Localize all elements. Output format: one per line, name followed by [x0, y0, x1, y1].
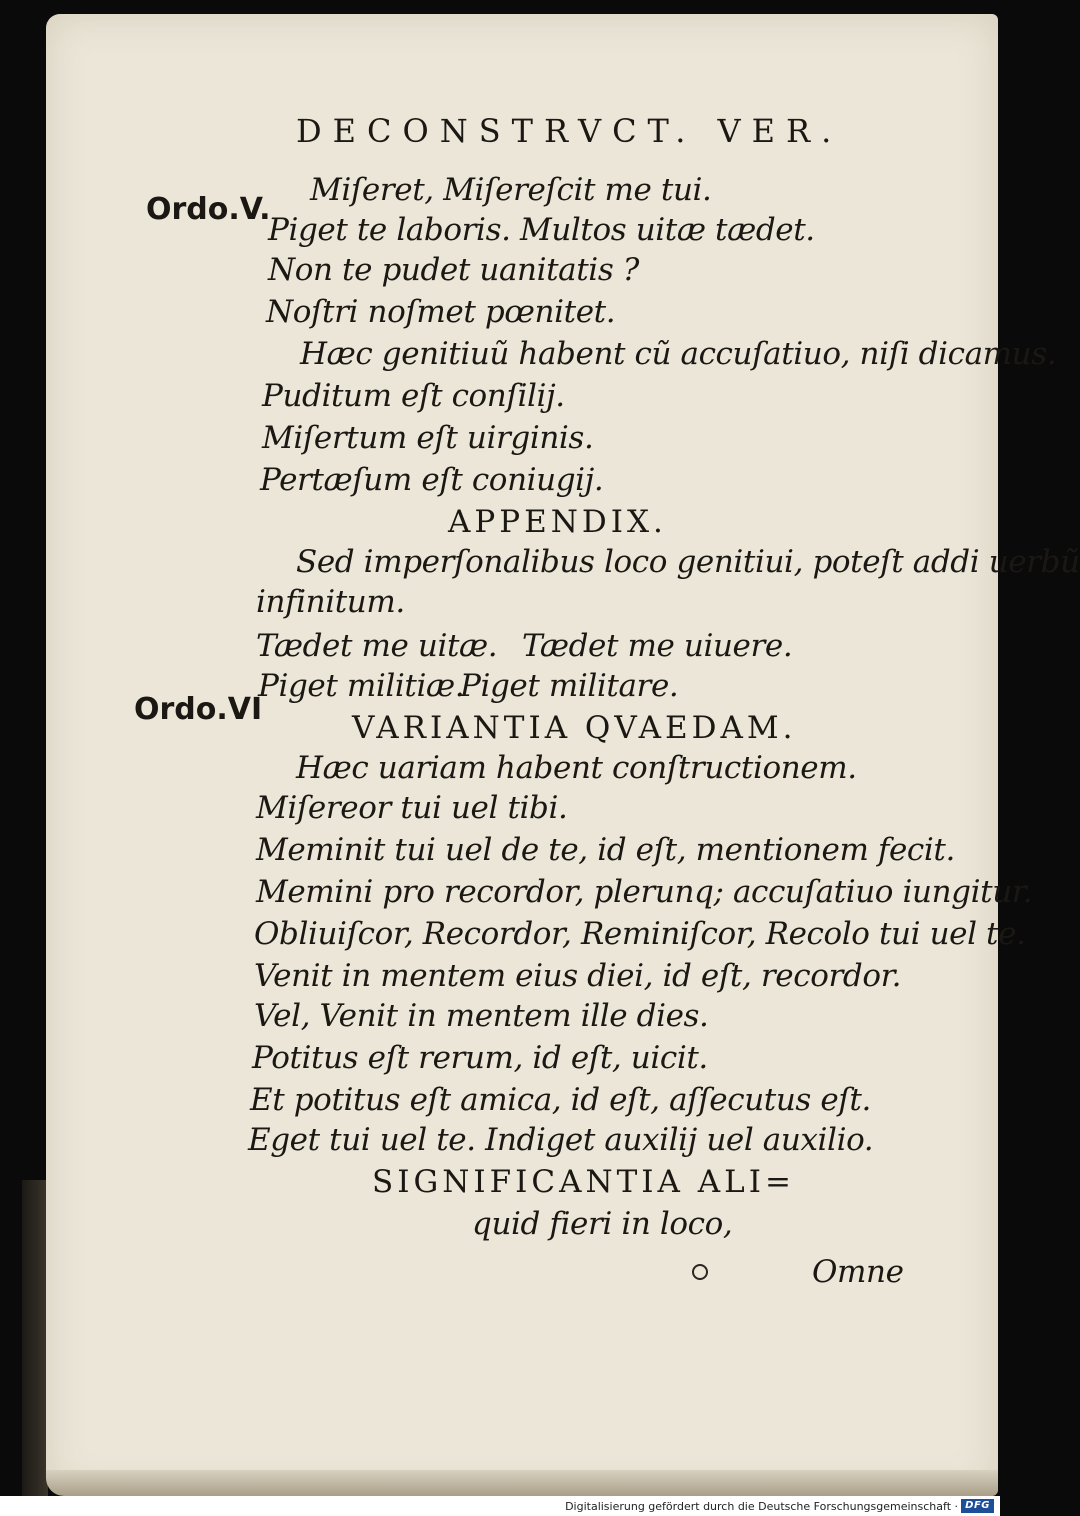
text-line: Meminit tui uel de te, id eſt, mentionem fecit. [256, 832, 955, 868]
dfg-logo: DFG [961, 1499, 994, 1513]
running-head: DECONSTRVCT. VER. [296, 112, 843, 150]
text-line: Tædet me uiuere. [522, 628, 793, 664]
text-line: infinitum. [256, 584, 405, 620]
text-line: Tædet me uitæ. [256, 628, 498, 664]
text-line: Puditum eſt conſilij. [262, 378, 565, 414]
text-line: Piget militare. [460, 668, 679, 704]
section-heading-significantia: SIGNIFICANTIA ALI= [372, 1164, 795, 1200]
text-line: Et potitus eſt amica, id eſt, aſſecutus eſt. [250, 1082, 871, 1118]
text-line: Piget militiæ. [258, 668, 465, 704]
text-line: Sed imperſonalibus loco genitiui, poteſt addi uerbũ [296, 544, 1080, 580]
text-line: Multos uitæ tædet. [520, 212, 815, 248]
text-line: Miſereor tui uel tibi. [256, 790, 568, 826]
book-edge-bottom [46, 1470, 998, 1496]
signature-mark-icon [692, 1264, 708, 1280]
text-line: Potitus eſt rerum, id eſt, uicit. [252, 1040, 708, 1076]
text-line: Memini pro recordor, plerunq; accuſatiuo iungitur. [256, 874, 1033, 910]
margin-note-ordo-vi: Ordo.VI [134, 692, 263, 727]
text-line: Miſeret, Miſereſcit me tui. [310, 172, 712, 208]
text-line: Eget tui uel te. Indiget auxilij uel auxilio. [248, 1122, 874, 1158]
text-line: Obliuiſcor, Recordor, Reminiſcor, Recolo tui uel te. [254, 916, 1026, 952]
text-line: Hæc genitiuũ habent cũ accuſatiuo, niſi dicamus. [300, 336, 1057, 372]
margin-note-ordo-v: Ordo.V. [146, 192, 271, 227]
text-line: Piget te laboris. [268, 212, 511, 248]
section-heading-appendix: APPENDIX. [448, 504, 667, 540]
text-line: Pertæſum eſt coniugij. [260, 462, 604, 498]
text-line: Venit in mentem eius diei, id eſt, recordor. [254, 958, 902, 994]
text-line: Noſtri noſmet pœnitet. [266, 294, 616, 330]
text-line: Non te pudet uanitatis ? [268, 252, 639, 288]
section-heading-variantia: VARIANTIA QVAEDAM. [352, 710, 797, 746]
footer-credit: Digitalisierung gefördert durch die Deutsche Forschungsgemeinschaft · [565, 1500, 958, 1513]
text-line: Hæc uariam habent conſtructionem. [296, 750, 857, 786]
catchword: Omne [812, 1254, 904, 1290]
book-edge-left [22, 1180, 48, 1500]
text-line: quid fieri in loco, [472, 1206, 733, 1242]
text-line: Miſertum eſt uirginis. [262, 420, 594, 456]
text-line: Vel, Venit in mentem ille dies. [254, 998, 709, 1034]
